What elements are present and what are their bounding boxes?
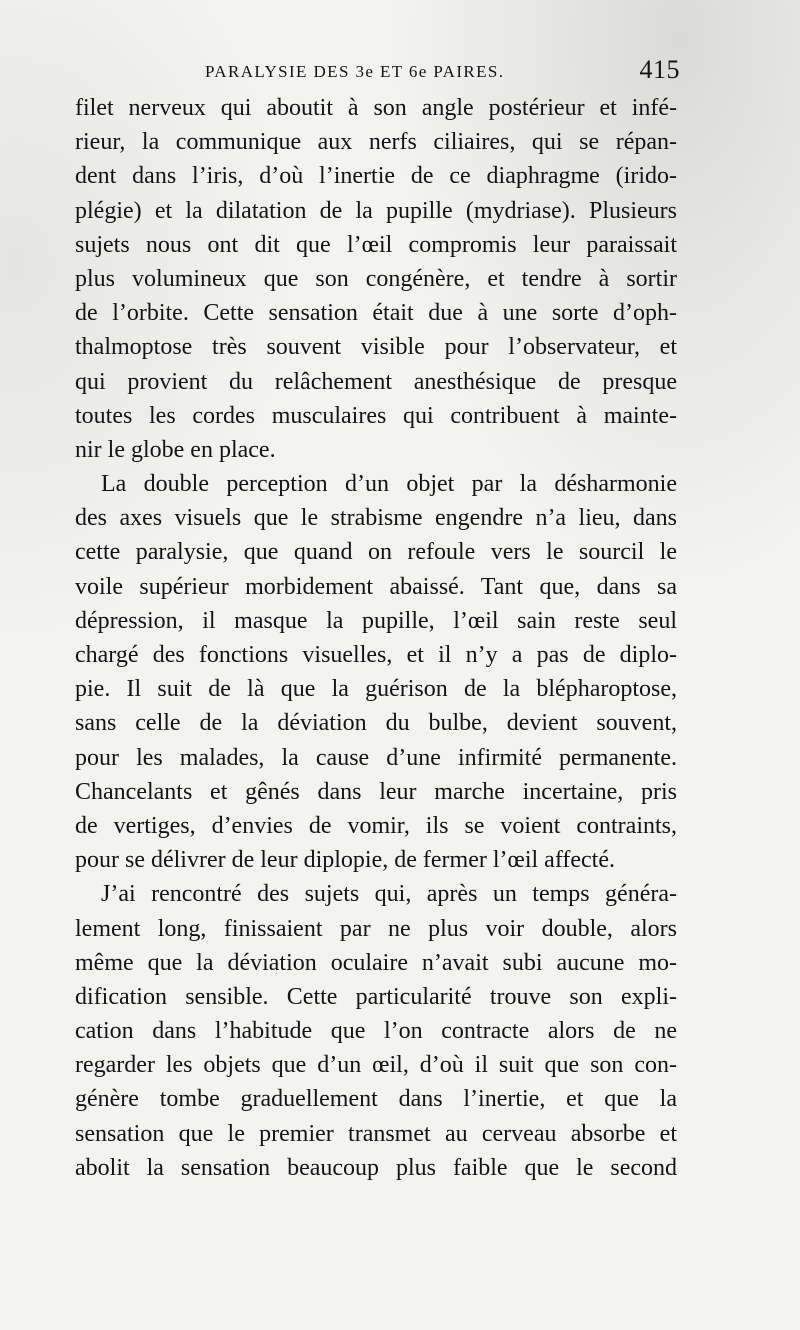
running-head: PARALYSIE DES 3e ET 6e PAIRES. [205, 62, 505, 81]
text-line: abolit la sensation beaucoup plus faible que le second [75, 1154, 677, 1181]
text-line: chargé des fonctions visuelles, et il n’y a pas de diplo- [75, 642, 677, 668]
text-line: dent dans l’iris, d’où l’inertie de ce diaphragme (irido- [75, 163, 677, 190]
text-line: nir le globe en place. [75, 436, 276, 463]
text-line: pie. Il suit de là que la guérison de la blépharoptose, [75, 676, 677, 703]
text-line: regarder les objets que d’un œil, d’où il suit que son con- [75, 1052, 677, 1079]
text-line: lement long, finissaient par ne plus voir double, alors [75, 915, 677, 942]
text-line: de vertiges, d’envies de vomir, ils se voient contraints, [75, 812, 677, 839]
text-line: J’ai rencontré des sujets qui, après un temps généra- [101, 881, 677, 908]
text-line: sans celle de la déviation du bulbe, devient souvent, [75, 710, 677, 737]
text-line: Chancelants et gênés dans leur marche incertaine, pris [75, 778, 677, 805]
text-line: voile supérieur morbidement abaissé. Tant que, dans sa [75, 573, 677, 600]
text-line: La double perception d’un objet par la désharmonie [101, 471, 677, 498]
text-line: filet nerveux qui aboutit à son angle postérieur et infé- [75, 95, 677, 121]
text-line: génère tombe graduellement dans l’inertie, et que la [75, 1086, 677, 1113]
text-line: plégie) et la dilatation de la pupille (mydriase). Plusieurs [75, 197, 677, 224]
text-line: cette paralysie, que quand on refoule vers le sourcil le [75, 539, 677, 566]
text-line: sujets nous ont dit que l’œil compromis leur paraissait [75, 231, 677, 258]
text-line: dification sensible. Cette particularité trouve son expli- [75, 983, 677, 1010]
page-number: 415 [639, 55, 680, 84]
text-line: des axes visuels que le strabisme engendre n’a lieu, dans [75, 505, 677, 532]
text-line: pour les malades, la cause d’une infirmité permanente. [75, 744, 677, 771]
text-line: dépression, il masque la pupille, l’œil sain reste seul [75, 607, 677, 634]
text-line: thalmoptose très souvent visible pour l’observateur, et [75, 334, 677, 361]
text-line: rieur, la communique aux nerfs ciliaires, qui se répan- [75, 129, 677, 156]
text-line: pour se délivrer de leur diplopie, de fermer l’œil affecté. [75, 847, 615, 874]
page-header [205, 55, 680, 89]
text-line: plus volumineux que son congénère, et tendre à sortir [75, 265, 677, 292]
text-line: de l’orbite. Cette sensation était due à une sorte d’oph- [75, 300, 677, 327]
text-line: sensation que le premier transmet au cerveau absorbe et [75, 1120, 677, 1147]
text-line: qui provient du relâchement anesthésique de presque [75, 368, 677, 395]
body-text [75, 91, 677, 1185]
text-line: toutes les cordes musculaires qui contribuent à mainte- [75, 402, 677, 429]
text-line: cation dans l’habitude que l’on contracte alors de ne [75, 1018, 677, 1045]
text-line: même que la déviation oculaire n’avait subi aucune mo- [75, 949, 677, 976]
